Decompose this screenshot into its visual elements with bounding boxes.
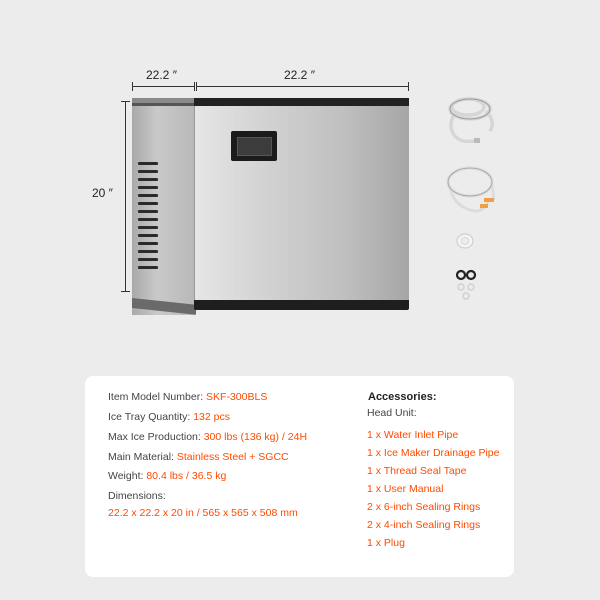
spec-value: SKF-300BLS [206, 391, 268, 403]
vent-slot [138, 218, 158, 221]
spec-value: 80.4 lbs / 36.5 kg [146, 470, 227, 482]
spec-label: Main Material: [108, 451, 174, 463]
drainage-pipe-image [442, 160, 502, 222]
spec-main-material [108, 451, 289, 463]
spec-dimensions-label: Dimensions: [108, 490, 166, 502]
spec-value: 300 lbs (136 kg) / 24H [203, 431, 308, 443]
control-display [231, 131, 277, 161]
accessories-title: Accessories: [368, 391, 437, 403]
vent-slot [138, 162, 158, 165]
width-dimension-label: 22.2 ″ [284, 68, 315, 82]
vent-slot [138, 226, 158, 229]
water-inlet-pipe-image [440, 85, 500, 147]
vent-slot [138, 170, 158, 173]
control-display-screen [237, 137, 272, 156]
vent-slot [138, 178, 158, 181]
spec-dimensions-value [108, 507, 298, 519]
vent-slot [138, 202, 158, 205]
spec-label: Ice Tray Quantity: [108, 411, 191, 423]
accessory-item: 1 x User Manual [367, 483, 444, 495]
spec-label: Max Ice Production: [108, 431, 201, 443]
width-dimension-line [196, 86, 408, 87]
sealing-rings-image [455, 268, 477, 300]
accessory-item: 1 x Plug [367, 537, 405, 549]
width-dimension-tick-right [408, 82, 409, 91]
vent-slot [138, 234, 158, 237]
vent-slot [138, 242, 158, 245]
depth-dimension-tick-right [194, 82, 195, 91]
accessory-item: 1 x Ice Maker Drainage Pipe [367, 447, 500, 459]
spec-value: 132 pcs [193, 411, 230, 423]
accessory-item: 1 x Water Inlet Pipe [367, 429, 459, 441]
height-dimension-tick-top [121, 101, 130, 102]
vent-slot [138, 186, 158, 189]
width-dimension-tick-left [196, 82, 197, 91]
vent-slot [138, 194, 158, 197]
vent-slot [138, 266, 158, 269]
thread-seal-tape-image [455, 232, 475, 250]
accessory-item: 1 x Thread Seal Tape [367, 465, 467, 477]
depth-dimension-tick-left [132, 82, 133, 91]
vent-slot [138, 250, 158, 253]
machine-bottom-edge [194, 300, 409, 310]
depth-dimension-line [132, 86, 194, 87]
depth-dimension-label: 22.2 ″ [146, 68, 177, 82]
vent-slot [138, 258, 158, 261]
spec-max-ice-production [108, 431, 307, 443]
spec-value: 22.2 x 22.2 x 20 in / 565 x 565 x 508 mm [108, 507, 298, 519]
spec-model-number [108, 391, 267, 403]
vent-slot [138, 210, 158, 213]
spec-weight [108, 470, 226, 482]
accessory-item: 2 x 6-inch Sealing Rings [367, 501, 481, 513]
accessory-item: 2 x 4-inch Sealing Rings [367, 519, 481, 531]
machine-front-panel [194, 103, 409, 309]
height-dimension-line [125, 101, 126, 291]
spec-label: Item Model Number: [108, 391, 204, 403]
head-unit-label: Head Unit: [367, 407, 417, 419]
spec-label: Weight: [108, 470, 144, 482]
machine-top-edge [194, 98, 409, 106]
machine-side-panel [132, 103, 195, 315]
spec-ice-tray-quantity [108, 411, 230, 423]
height-dimension-label: 20 ″ [92, 186, 113, 200]
spec-value: Stainless Steel + SGCC [176, 451, 289, 463]
height-dimension-tick-bottom [121, 291, 130, 292]
